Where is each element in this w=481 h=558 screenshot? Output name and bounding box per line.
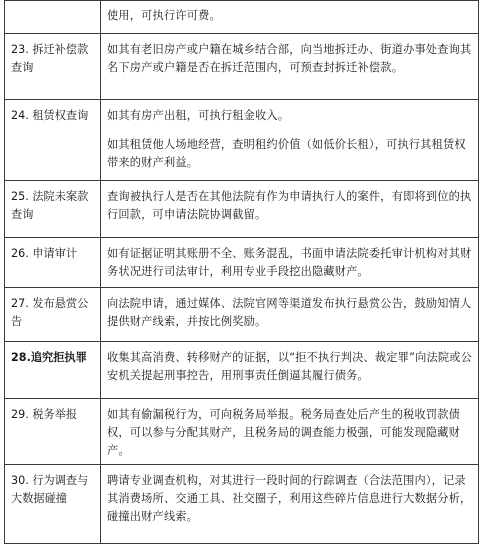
row-description <box>101 100 479 181</box>
table-row <box>5 288 479 342</box>
table-row <box>5 465 479 544</box>
description-paragraph: 如其有老旧房产或户籍在城乡结合部，向当地拆迁办、街道办事处查询其名下房产或户籍是否在拆迁范围内，可预查封拆迁补偿款。 <box>107 43 472 74</box>
row-label: 28.追究拒执罪 <box>5 342 101 399</box>
row-label: 30. 行为调查与大数据碰撞 <box>5 465 101 544</box>
row-description <box>101 238 479 288</box>
description-paragraph: 如其有偷漏税行为，可向税务局举报。税务局查处后产生的税收罚款债权，可以参与分配其财产，且税务局的调查能力极强，可能发现隐藏财产。 <box>107 408 461 457</box>
row-label: 23. 拆迁补偿款查询 <box>5 34 101 100</box>
row-label: 26. 申请审计 <box>5 238 101 288</box>
row-label: 25. 法院未案款查询 <box>5 181 101 238</box>
row-label: 29. 税务举报 <box>5 399 101 465</box>
row-description <box>101 465 479 544</box>
description-paragraph: 如有证据证明其账册不全、账务混乱，书面申请法院委托审计机构对其财务状况进行司法审计，利用专业手段挖出隐藏财产。 <box>107 247 472 278</box>
enforcement-methods-table <box>4 0 479 544</box>
table-row <box>5 181 479 238</box>
table-row <box>5 342 479 399</box>
row-description <box>101 1 479 34</box>
row-description <box>101 34 479 100</box>
row-label: 27. 发布悬赏公告 <box>5 288 101 342</box>
table-row <box>5 238 479 288</box>
table-row <box>5 1 479 34</box>
table-row <box>5 399 479 465</box>
table-row <box>5 34 479 100</box>
description-paragraph: 如其租赁他人场地经营，查明租约价值（如低价长租），可执行其租赁权带来的财产利益。 <box>107 138 466 169</box>
row-description <box>101 181 479 238</box>
row-label: 24. 租赁权查询 <box>5 100 101 181</box>
description-paragraph: 如其有房产出租，可执行租金收入。 <box>107 109 290 122</box>
row-description <box>101 342 479 399</box>
row-description <box>101 399 479 465</box>
row-label <box>5 1 101 34</box>
description-paragraph: 向法院申请，通过媒体、法院官网等渠道发布执行悬赏公告，鼓励知情人提供财产线索，并按比例奖励。 <box>107 297 472 328</box>
description-paragraph: 查询被执行人是否在其他法院有作为申请执行人的案件，有即将到位的执行回款，可申请法院协调截留。 <box>107 190 472 221</box>
description-paragraph: 使用，可执行许可费。 <box>107 9 221 22</box>
description-paragraph: 收集其高消费、转移财产的证据，以“拒不执行判决、裁定罪”向法院或公安机关提起刑事控告，用刑事责任倒逼其履行债务。 <box>107 351 473 382</box>
row-description <box>101 288 479 342</box>
description-paragraph: 聘请专业调查机构，对其进行一段时间的行踪调查（合法范围内），记录其消费场所、交通工具、社交圈子，利用这些碎片信息进行大数据分析，碰撞出财产线索。 <box>107 474 472 523</box>
table-row <box>5 100 479 181</box>
